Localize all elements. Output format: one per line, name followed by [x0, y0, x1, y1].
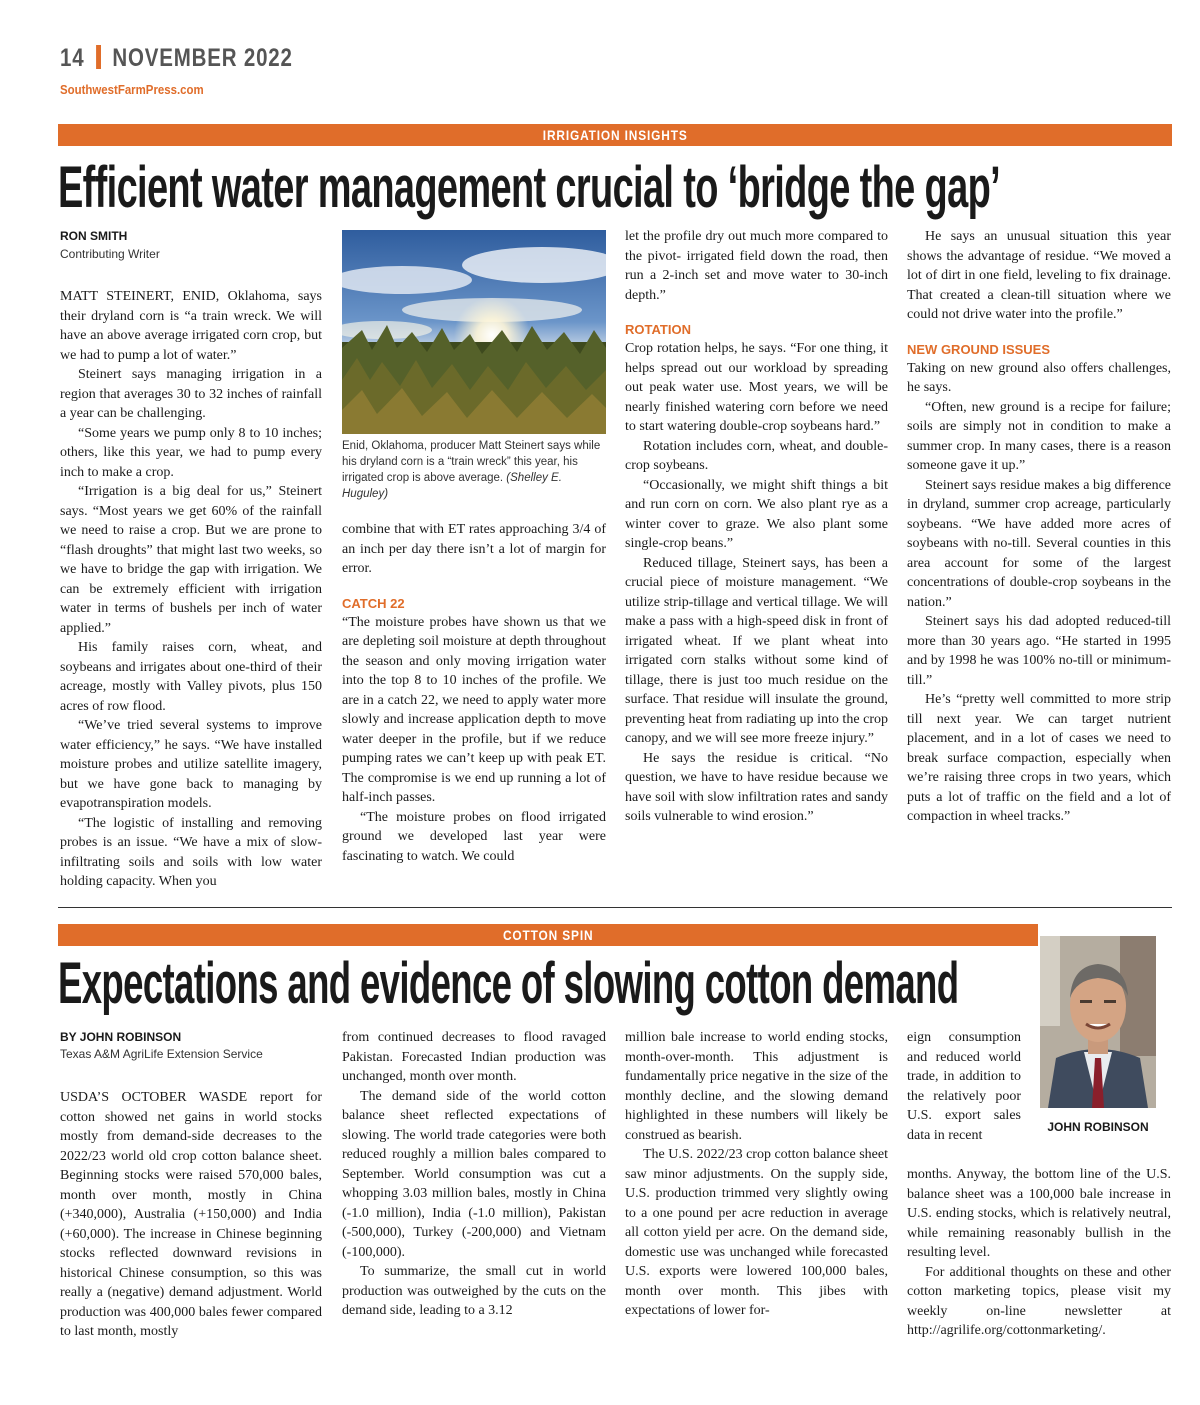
paragraph: Taking on new ground also offers challenges, he says.: [907, 360, 1171, 395]
article1-column-4: [907, 227, 1171, 827]
article2-column-4-top: eign consumption and reduced world trade, in addition to the relatively poor U.S. export sales data in recent: [907, 1030, 1021, 1143]
article1-column-2: [342, 520, 606, 866]
paragraph: Crop rotation helps, he says. “For one thing, it helps spread out our workload by spreading out peak water use. Most years, we will be nearly finished watering corn before we need to start watering double-crop soybeans hard.”: [625, 341, 888, 434]
subhead-catch-22: CATCH 22: [342, 595, 405, 611]
author-headshot: [1040, 936, 1156, 1108]
paragraph: The demand side of the world cotton balance sheet reflected expectations of slowing. The world trade categories were both reduced roughly a million bales compared to September. World consumption was cut a whopping 3.03 million bales, mostly in China (-1.0 million), India (-1.0 million), Pakistan (-500,000), Turkey (-200,000) and Vietnam (-100,000).: [342, 1088, 606, 1260]
paragraph: His family raises corn, wheat, and soybeans and irrigates about one-third of their acreage, mostly with Valley pivots, plus 150 acres of row flood.: [60, 640, 322, 714]
paragraph: million bale increase to world ending stocks, month-over-month. This adjustment is fundamentally price negative in the size of the monthly decline, and the slowing demand highlighted in these numbers will likely be construed as bearish.: [625, 1030, 888, 1143]
article2-author-role: Texas A&M AgriLife Extension Service: [60, 1047, 263, 1061]
paragraph: “Irrigation is a big deal for us,” Steinert says. “Most years we get 60% of the rainfall we need to raise a crop. But we are prone to “flash droughts” that might last two weeks, so we have to bridge the gap with irrigation. We can be extremely efficient with irrigation water in terms of bushels per inch of water applied.”: [60, 484, 322, 636]
page-number: 14: [60, 44, 85, 72]
paragraph: Rotation includes corn, wheat, and double-crop soybeans.: [625, 438, 888, 473]
paragraph: “Some years we pump only 8 to 10 inches; others, like this year, we had to pump every inch to make a crop.: [60, 425, 322, 480]
paragraph: The U.S. 2022/23 crop cotton balance sheet saw minor adjustments. On the supply side, U.S. production trimmed very slightly owing to a one pound per acre reduction in average all cotton yield per acre. On the demand side, domestic use was unchanged while forecasted U.S. exports were lowered 100,000 bales, month over month. This jibes with expectations of lower for-: [625, 1147, 888, 1318]
paragraph: Reduced tillage, Steinert says, has been a crucial piece of moisture management. “We utilize strip-tillage and vertical tillage. We will make a pass with a high-speed disk in front of irrigated wheat. If we plant wheat into irrigated corn stalks without some kind of tillage, there is just too much residue on the surface. That residue will insulate the ground, preventing heat from radiating up into the crop canopy, and we will see more freeze injury.”: [625, 555, 888, 746]
paragraph: months. Anyway, the bottom line of the U.S. balance sheet was a 100,000 bale increase in U.S. ending stocks, which is relatively neutral, while remaining reasonably bullish in the resulting level.: [907, 1167, 1171, 1260]
website-link[interactable]: SouthwestFarmPress.com: [60, 82, 204, 97]
photo-caption: [342, 438, 606, 502]
paragraph: He says the residue is critical. “No question, we have to have residue because we have soil with slow infiltration rates and sandy soils vulnerable to wind erosion.”: [625, 750, 888, 824]
paragraph: combine that with ET rates approaching 3/4 of an inch per day there isn’t a lot of margin for error.: [342, 522, 606, 576]
corn-field-photo: [342, 230, 606, 434]
paragraph: “The logistic of installing and removing probes is an issue. “We have a mix of slow-infiltrating soils and soils with low water holding capacity. When you: [60, 815, 322, 889]
paragraph: from continued decreases to flood ravaged Pakistan. Forecasted Indian production was unchanged, month over month.: [342, 1030, 606, 1084]
article1-author: RON SMITH: [60, 229, 128, 243]
article2-column-2: [342, 1028, 606, 1321]
article2-column-4: [907, 1165, 1171, 1341]
paragraph: For additional thoughts on these and other cotton marketing topics, please visit my weekly on-line newsletter at http://agrilife.org/cottonmarketing/.: [907, 1264, 1171, 1338]
caption-text: Enid, Oklahoma, producer Matt Steinert says while his dryland corn is a “train wreck” this year, his irrigated crop is above average.: [342, 440, 601, 484]
subhead-rotation: ROTATION: [625, 322, 691, 337]
avatar: [1040, 936, 1156, 1108]
paragraph: To summarize, the small cut in world production was outweighed by the cuts on the demand side, leading to a 3.12: [342, 1264, 606, 1318]
paragraph: “The moisture probes on flood irrigated ground we developed last year were fascinating to watch. We could: [342, 809, 606, 864]
article2-column-3: [625, 1028, 888, 1321]
paragraph: He’s “pretty well committed to more strip till next year. We can target nutrient placement, and in a lot of cases we need to break surface compaction, especially when we’re raising three crops in two years, which puts a lot of traffic on the field and a lot of compaction in wheel tracks.”: [907, 692, 1171, 824]
article1-headline: Efficient water management crucial to ‘bridge the gap’: [58, 155, 1001, 220]
photo-credit: (Shelley E. Huguley): [342, 472, 562, 500]
corn-field-image: [342, 230, 606, 434]
paragraph: USDA’S OCTOBER WASDE report for cotton showed net gains in world stocks mostly from demand-side decreases to the 2022/23 world old crop cotton balance sheet. Beginning stocks were raised 570,000 bales, month over month, mostly in China (+340,000), Australia (+150,000) and India (+60,000). The increase in Chinese beginning stocks reflected downward revisions in historical Chinese consumption, so this was really a (negative) demand adjustment. World production was 400,000 bales fewer compared to last month, mostly: [60, 1090, 322, 1339]
paragraph: Steinert says managing irrigation in a region that averages 30 to 32 inches of rainfall a year can be challenging.: [60, 367, 322, 421]
paragraph: He says an unusual situation this year shows the advantage of residue. “We moved a lot of dirt in one field, leveling to fix drainage. That created a clean-till situation where we could not drive water into the profile.”: [907, 229, 1171, 322]
section-label: IRRIGATION INSIGHTS: [542, 127, 688, 143]
paragraph: MATT STEINERT, ENID, Oklahoma, says their dryland corn is “a train wreck. We will have an above average irrigated corn crop, but we had to pump a lot of water.”: [60, 289, 322, 363]
paragraph: “Often, new ground is a recipe for failure; soils are simply not in condition to make a summer crop. In many cases, there is a reason someone gave it up.”: [907, 399, 1171, 473]
paragraph: let the profile dry out much more compared to the pivot- irrigated field down the road, then run a 2-inch set and move water to 30-inch depth.”: [625, 229, 888, 303]
paragraph: Steinert says his dad adopted reduced-till more than 30 years ago. “He started in 1995 and by 1998 he was 100% no-till or minimum-till.”: [907, 614, 1171, 688]
paragraph: “We’ve tried several systems to improve water efficiency,” he says. “We have installed moisture probes and utilize satellite imagery, but we have gone back to managing by evapotranspiration models.: [60, 718, 322, 811]
article-divider: [58, 907, 1172, 908]
section-label: COTTON SPIN: [502, 927, 594, 943]
paragraph: “Occasionally, we might shift things a bit and run corn on corn. We also plant rye as a winter cover to graze. We also plant some single-crop beans.”: [625, 477, 888, 551]
page-folio: [60, 44, 293, 73]
article2-author: BY JOHN ROBINSON: [60, 1030, 182, 1044]
article1-author-role: Contributing Writer: [60, 247, 160, 261]
issue-date: NOVEMBER 2022: [112, 44, 293, 72]
article2-headline: Expectations and evidence of slowing cotton demand: [58, 951, 959, 1016]
article1-column-1: [60, 287, 322, 892]
section-banner-cotton: [58, 924, 1038, 946]
section-banner-irrigation: [58, 124, 1172, 146]
folio-divider: [96, 45, 101, 69]
headshot-caption: JOHN ROBINSON: [1047, 1120, 1149, 1134]
article1-column-3: [625, 227, 888, 827]
article2-column-1: [60, 1088, 322, 1342]
subhead-new-ground: NEW GROUND ISSUES: [907, 341, 1051, 357]
paragraph: “The moisture probes have shown us that we are depleting soil moisture at depth throughout the season and only moving irrigation water into the top 8 to 10 inches of the profile. We are in a catch 22, we need to apply water more slowly and increase application depth to move water deeper in the profile, but if we reduce pumping rates we can’t keep up with peak ET. The compromise is we end up running a lot of half-inch passes.: [342, 614, 606, 805]
paragraph: Steinert says residue makes a big difference in dryland, summer crop acreage, particularly soybeans. “We have added more acres of soybeans with no-till. Several counties in this area account for some of the largest concentrations of double-crop soybeans in the nation.”: [907, 477, 1171, 610]
